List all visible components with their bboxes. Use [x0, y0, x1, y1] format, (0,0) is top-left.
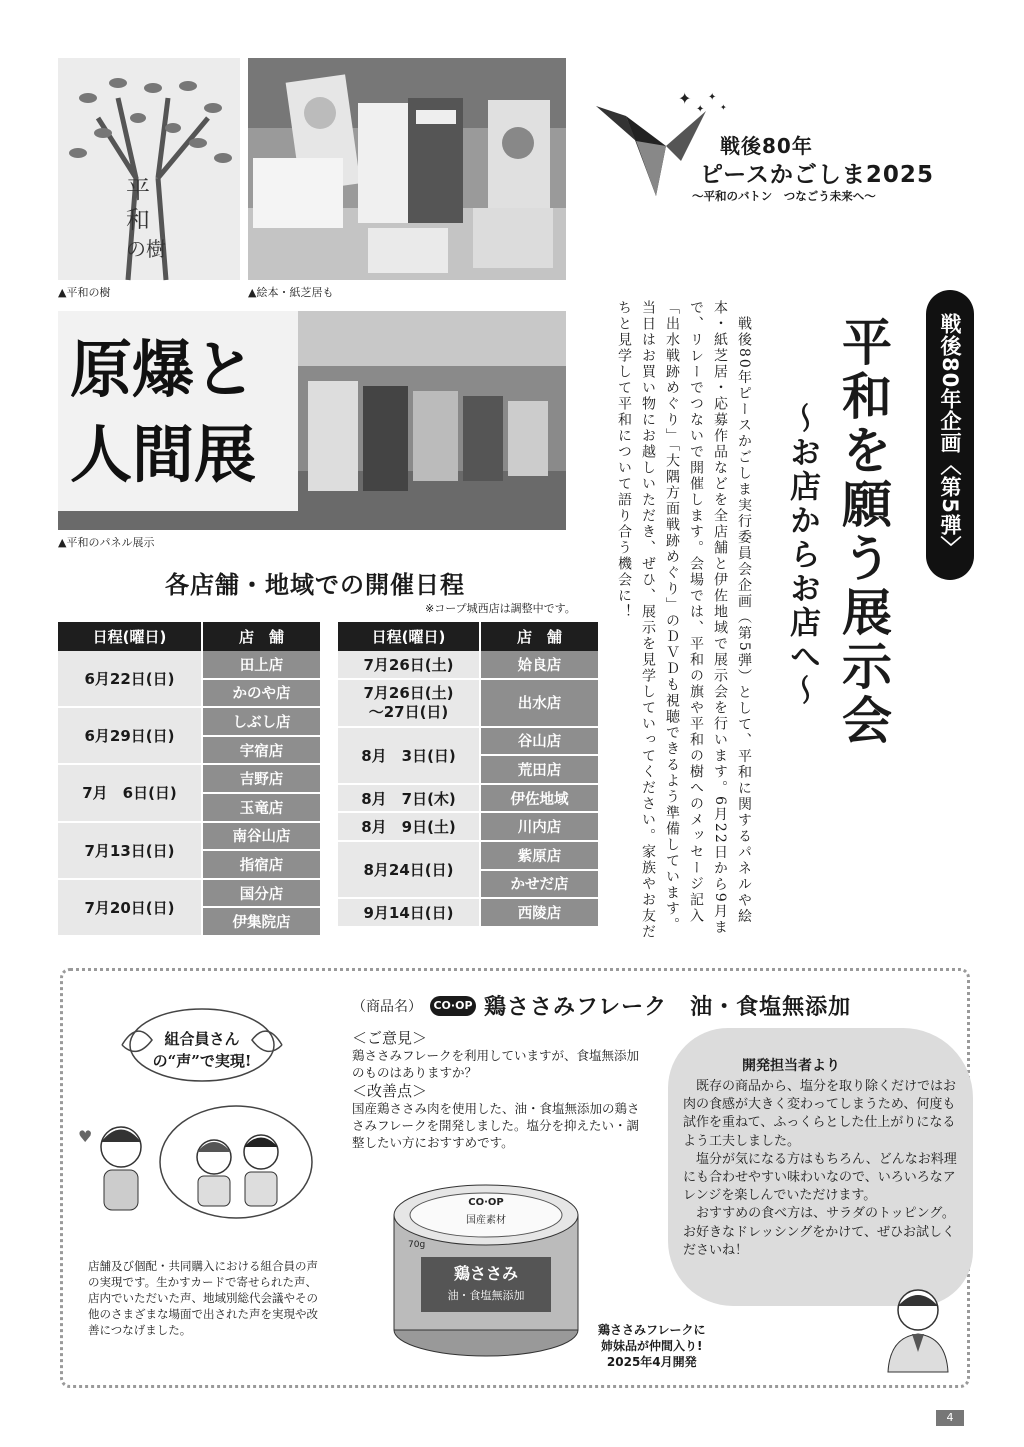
schedule-store: 伊集院店 — [203, 908, 322, 937]
schedule-title: 各店舗・地域での開催日程 — [165, 571, 465, 599]
schedule-row — [338, 728, 600, 757]
schedule-row — [338, 680, 600, 728]
product-label: （商品名） — [352, 998, 422, 1015]
schedule-date: 6月29日(日) — [58, 708, 203, 765]
masthead-title-line2: ピースかごしま2025 — [700, 162, 934, 188]
schedule-store: 国分店 — [203, 880, 322, 909]
svg-text:♥: ♥ — [78, 1127, 93, 1146]
schedule-store: 田上店 — [203, 651, 322, 680]
improvement-text: 国産鶏ささみ肉を使用した、油・食塩無添加の鶏ささみフレークを開発しました。塩分を抑えたい・調整したい方におすすめです。 — [352, 1101, 640, 1150]
svg-text:✦: ✦ — [720, 103, 727, 112]
col-date-header: 日程(曜日) — [338, 622, 481, 651]
opinion-section — [352, 1030, 642, 1151]
books-caption: ▲絵本・紙芝居も — [248, 286, 334, 299]
svg-text:和: 和 — [126, 206, 150, 234]
schedule-date: 8月 9日(土) — [338, 813, 481, 842]
developer-comment-heading: 開発担当者より — [742, 1058, 840, 1074]
can-name-text: 鶏ささみ — [453, 1264, 519, 1283]
schedule-store: しぶし店 — [203, 708, 322, 737]
schedule-row — [338, 842, 600, 871]
developer-comment-body — [683, 1078, 958, 1260]
schedule-store: 姶良店 — [481, 651, 600, 680]
svg-text:原爆と: 原爆と — [70, 333, 257, 406]
can-coop-text: CO·OP — [468, 1197, 504, 1208]
schedule-row — [338, 899, 600, 928]
schedule-row — [338, 813, 600, 842]
schedule-date: 8月24日(日) — [338, 842, 481, 899]
schedule-store: 玉竜店 — [203, 794, 322, 823]
masthead — [596, 86, 956, 216]
schedule-store: 出水店 — [481, 680, 600, 728]
schedule-store: 西陵店 — [481, 899, 600, 928]
schedule-store: 吉野店 — [203, 765, 322, 794]
panel-exhibit-photo — [58, 311, 566, 530]
product-can-illustration — [386, 1175, 586, 1365]
schedule-store: かのや店 — [203, 680, 322, 709]
schedule-store: 川内店 — [481, 813, 600, 842]
schedule-store: 荒田店 — [481, 756, 600, 785]
developer-comment-paragraph: 既存の商品から、塩分を取り除くだけではお肉の食感が大きく変わってしまうため、何度も試作を重ねて、ふっくらとした仕上がりになるよう工夫しました。 — [683, 1079, 957, 1149]
svg-text:✦: ✦ — [678, 89, 692, 108]
opinion-text: 鶏ささみフレークを利用していますが、食塩無添加のものはありますか？ — [352, 1048, 640, 1080]
schedule-row — [58, 823, 322, 852]
schedule-store: 宇宿店 — [203, 737, 322, 766]
col-store-header: 店 舗 — [203, 622, 322, 651]
can-sub-text: 油・食塩無添加 — [447, 1289, 525, 1302]
schedule-date: 7月13日(日) — [58, 823, 203, 880]
schedule-row — [58, 880, 322, 909]
can-caption-text: 鶏ささみフレークに 姉妹品が仲間入り! 2025年4月開発 — [598, 1323, 706, 1369]
masthead-subtitle: ～平和のバトン つなごう未来へ～ — [692, 189, 876, 203]
col-date-header: 日程(曜日) — [58, 622, 203, 651]
schedule-date: 6月22日(日) — [58, 651, 203, 708]
schedule-note: ※コープ城西店は調整中です。 — [425, 602, 576, 615]
developer-avatar — [878, 1282, 958, 1372]
schedule-table-right — [338, 622, 600, 928]
tree-caption: ▲平和の樹 — [58, 286, 111, 299]
col-store-header: 店 舗 — [481, 622, 600, 651]
article-body: 戦後80年ピースかごしま実行委員会企画（第5弾）として、平和に関するパネルや絵本・紙芝居・応募作品などを全店舗と伊佐地域で展示会を行います。6月22日から9月まで、リレーでつないで開催します。会場では、平和の旗や平和の樹へのメッセージ記入「出水戦跡めぐり」「大隅方面戦跡めぐり」のＤＶＤも視聴できるよう準備しています。 当日はお買い物にお越しいただき、ぜひ、展示を見学していってください。家族やお友だちと見学して平和について語り合う機会に！ — [616, 300, 752, 942]
panel-caption: ▲平和のパネル展示 — [58, 536, 155, 549]
developer-comment-paragraph: おすすめの食べ方は、サラダのトッピング。お好きなドレッシングをかけて、ぜひお試しくださいね！ — [683, 1206, 956, 1258]
svg-text:人間展: 人間展 — [70, 418, 257, 491]
page-number: 4 — [936, 1410, 964, 1426]
schedule-date: 8月 3日(日) — [338, 728, 481, 785]
article-headline: 平和を願う展示会 — [834, 316, 893, 748]
voice-description: 店舗及び個配・共同購入における組合員の声の実現です。生かすカードで寄せられた声、店内でいただいた声、地域別総代会議やその他のさまざまな場面で出された声を実現や改善につなげました。 — [88, 1259, 318, 1337]
schedule-row — [58, 708, 322, 737]
can-band-text: 国産素材 — [466, 1215, 506, 1226]
product-title — [352, 990, 851, 1021]
schedule-date: 7月26日(土) — [338, 651, 481, 680]
product-name: 鶏ささみフレーク 油・食塩無添加 — [484, 995, 852, 1020]
schedule-store: 谷山店 — [481, 728, 600, 757]
schedule-row — [58, 765, 322, 794]
schedule-date: 9月14日(日) — [338, 899, 481, 928]
schedule-store: かせだ店 — [481, 871, 600, 900]
improvement-heading: ＜改善点＞ — [352, 1082, 428, 1100]
article-subhead: ～お店からお店へ～ — [784, 402, 820, 708]
can-weight-text: 70g — [408, 1240, 426, 1250]
schedule-date: 7月 6日(日) — [58, 765, 203, 822]
new-product-caption — [598, 1322, 706, 1370]
schedule-row — [58, 651, 322, 680]
voice-bubble-text: 組合員さんの“声”で実現! — [152, 1030, 252, 1070]
svg-text:✦: ✦ — [696, 104, 705, 115]
schedule-row — [338, 785, 600, 814]
developer-comment-paragraph: 塩分が気になる方はもちろん、どんなお料理にも合わせやすい味わいなので、いろいろなアレンジを楽しんでいただけます。 — [683, 1151, 957, 1204]
schedule-store: 指宿店 — [203, 851, 322, 880]
schedule-date: 8月 7日(木) — [338, 785, 481, 814]
schedule-store: 伊佐地域 — [481, 785, 600, 814]
svg-text:の樹: の樹 — [126, 237, 166, 261]
schedule-row — [338, 651, 600, 680]
schedule-store: 南谷山店 — [203, 823, 322, 852]
schedule-store: 紫原店 — [481, 842, 600, 871]
schedule-date: 7月20日(日) — [58, 880, 203, 937]
opinion-heading: ＜ご意見＞ — [352, 1029, 428, 1047]
schedule-date: 7月26日(土) ～27日(日) — [338, 680, 481, 728]
schedule-table-left — [58, 622, 322, 937]
members-illustration — [76, 1102, 316, 1222]
peace-tree-photo — [58, 58, 240, 280]
svg-text:✦: ✦ — [708, 92, 717, 103]
svg-text:平: 平 — [126, 176, 150, 204]
series-badge: 戦後80年企画〈第5弾〉 — [926, 290, 974, 580]
masthead-title-line1: 戦後80年 — [720, 134, 813, 158]
coop-logo: CO·OP — [430, 996, 476, 1016]
picture-books-photo — [248, 58, 566, 280]
